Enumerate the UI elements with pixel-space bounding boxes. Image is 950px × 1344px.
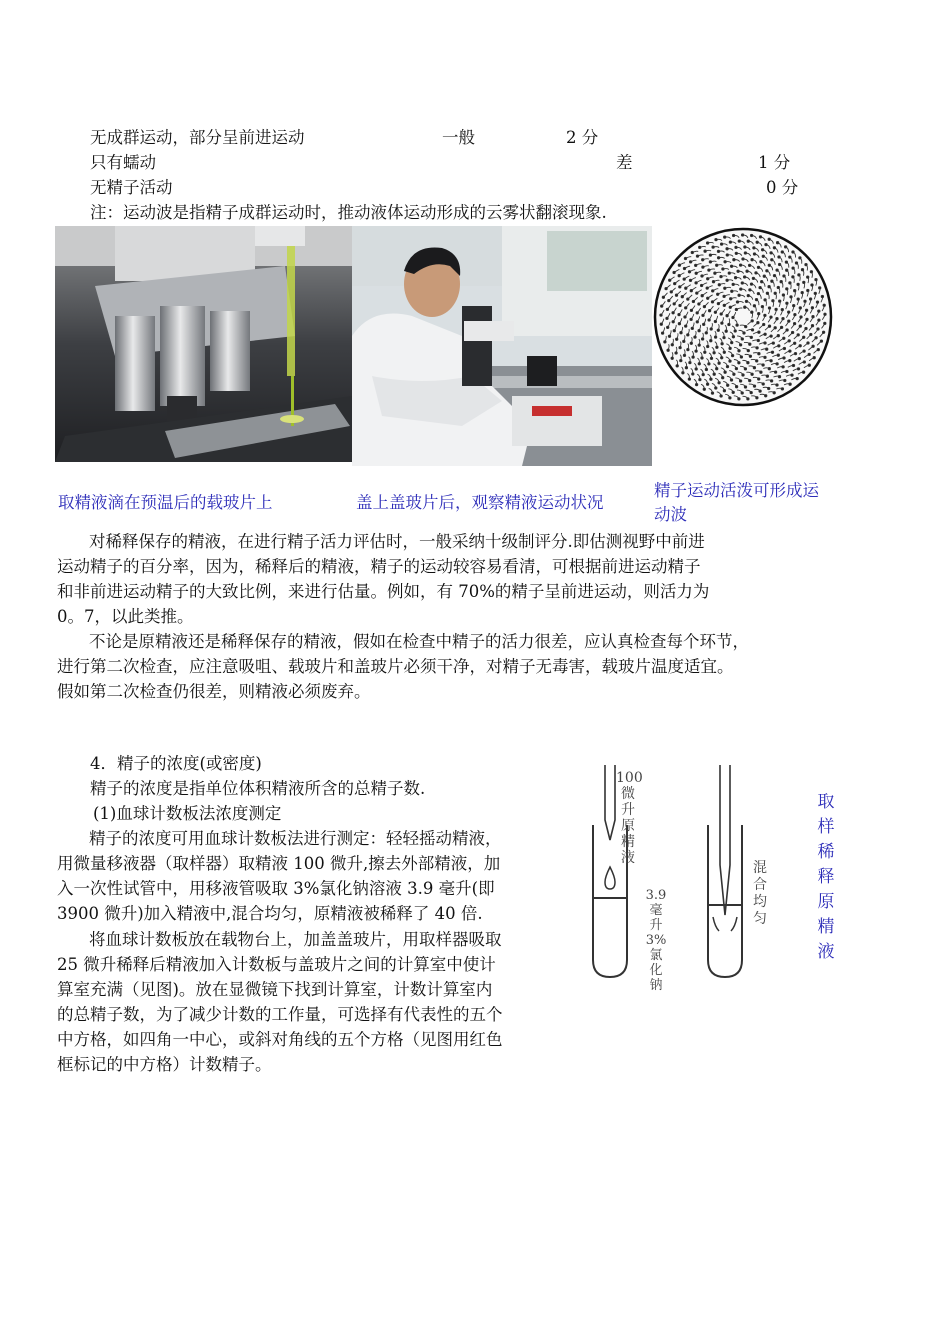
score-row-1-grade: 一般 xyxy=(442,128,475,147)
section-heading: 4．精子的浓度(或密度) xyxy=(90,754,262,773)
score-row-1-desc: 无成群运动，部分呈前进运动 xyxy=(90,128,305,147)
label-nacl-volume: 3.9毫升3%氯化钠 xyxy=(645,888,667,993)
para-b-line-3: 算室充满（见图)。放在显微镜下找到计算室，计数计算室内 xyxy=(57,980,493,999)
caption-photo1: 取精液滴在预温后的载玻片上 xyxy=(58,493,273,512)
section-subheading: (1)血球计数板法浓度测定 xyxy=(93,804,282,823)
label-semen-volume: 100微升原精液 xyxy=(616,770,643,866)
photo-sperm-wave xyxy=(652,226,834,408)
para-b-line-1: 将血球计数板放在载物台上，加盖盖玻片，用取样器吸取 xyxy=(89,930,502,949)
paragraph2-line-3: 假如第二次检查仍很差，则精液必须废弃。 xyxy=(57,682,371,701)
paragraph1-line-3: 和非前进运动精子的大致比例，来进行估量。例如，有 70%的精子呈前进运动，则活力为 xyxy=(57,582,710,601)
score-row-2-desc: 只有蠕动 xyxy=(90,153,156,172)
photo-pipette-slide xyxy=(55,226,352,462)
paragraph-dilution-motility xyxy=(57,529,709,629)
section-definition: 精子的浓度是指单位体积精液所含的总精子数. xyxy=(90,779,426,798)
photo-technician-microscope xyxy=(352,226,652,466)
paragraph2-line-1: 不论是原精液还是稀释保存的精液，假如在检查中精子的活力很差，应认真检查每个环节， xyxy=(89,632,749,651)
paragraph-counting-chamber xyxy=(57,927,577,1077)
caption-photo3-line2: 动波 xyxy=(654,505,687,524)
paragraph-hemocytometer-method xyxy=(57,826,577,926)
paragraph-recheck xyxy=(57,629,749,704)
para-b-line-5: 中方格，如四角一中心，或斜对角线的五个方格（见图用红色 xyxy=(57,1030,503,1049)
score-row-2-score: 1 分 xyxy=(758,153,791,172)
caption-photo2: 盖上盖玻片后，观察精液运动状况 xyxy=(356,493,604,512)
score-row-3-score: 0 分 xyxy=(766,178,799,197)
para-a-line-1: 精子的浓度可用血球计数板法进行测定：轻轻摇动精液， xyxy=(89,829,502,848)
note: 注：运动波是指精子成群运动时，推动液体运动形成的云雾状翻滚现象. xyxy=(90,203,607,222)
caption-photo3-line1: 精子运动活泼可形成运 xyxy=(654,481,819,500)
para-b-line-6: 框标记的中方格）计数精子。 xyxy=(57,1055,272,1074)
para-b-line-4: 的总精子数，为了减少计数的工作量，可选择有代表性的五个 xyxy=(57,1005,503,1024)
paragraph1-line-2: 运动精子的百分率，因为，稀释后的精液，精子的运动较容易看清，可根据前进运动精子 xyxy=(57,557,701,576)
score-row-2-grade: 差 xyxy=(616,153,633,172)
para-a-line-3: 入一次性试管中，用移液管吸取 3%氯化钠溶液 3.9 毫升(即 xyxy=(57,879,495,898)
paragraph1-line-4: 0。7，以此类推。 xyxy=(57,607,194,626)
paragraph1-line-1: 对稀释保存的精液，在进行精子活力评估时，一般采纳十级制评分.即估测视野中前进 xyxy=(89,532,705,551)
score-row-1-score: 2 分 xyxy=(566,128,599,147)
para-a-line-2: 用微量移液器（取样器）取精液 100 微升,擦去外部精液，加 xyxy=(57,854,501,873)
para-a-line-4: 3900 微升)加入精液中,混合均匀，原精液被稀释了 40 倍. xyxy=(57,904,483,923)
label-mix: 混合均匀 xyxy=(753,860,767,927)
score-row-3-desc: 无精子活动 xyxy=(90,178,173,197)
side-caption: 取样稀释原精液 xyxy=(817,792,835,962)
paragraph2-line-2: 进行第二次检查，应注意吸咀、载玻片和盖玻片必须干净，对精子无毒害，载玻片温度适宜。 xyxy=(57,657,734,676)
para-b-line-2: 25 微升稀释后精液加入计数板与盖玻片之间的计算室中使计 xyxy=(57,955,496,974)
